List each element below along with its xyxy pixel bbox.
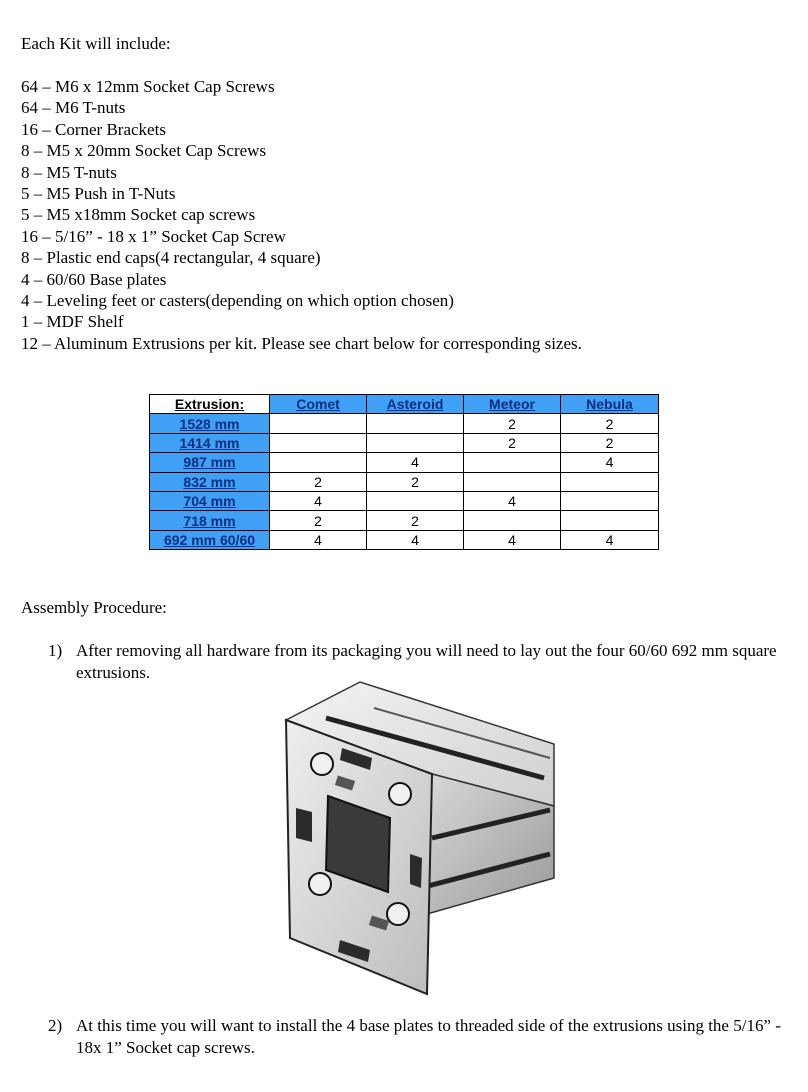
extrusion-size-table <box>149 394 659 550</box>
list-item: 4 – 60/60 Base plates <box>21 269 167 289</box>
cell-nebula: 4 <box>561 530 659 549</box>
cell-asteroid: 4 <box>367 530 464 549</box>
cell-asteroid <box>367 414 464 433</box>
cell-nebula <box>561 491 659 510</box>
assembly-procedure-heading: Assembly Procedure: <box>21 598 167 617</box>
cell-meteor <box>464 453 561 472</box>
header-asteroid[interactable]: Asteroid <box>367 395 464 414</box>
cell-asteroid: 4 <box>367 453 464 472</box>
table-row <box>150 511 659 530</box>
cell-meteor: 4 <box>464 491 561 510</box>
cell-meteor <box>464 511 561 530</box>
list-item: 4 – Leveling feet or casters(depending on which option chosen) <box>21 291 454 311</box>
list-item: 16 – 5/16” - 18 x 1” Socket Cap Screw <box>21 226 286 246</box>
list-item: 5 – M5 x18mm Socket cap screws <box>21 205 256 225</box>
list-item: 64 – M6 T-nuts <box>21 98 126 118</box>
step-number: 1) <box>48 641 63 660</box>
step-text: At this time you will want to install the 4 base plates to threaded side of the extrusions using the 5/16” - 18x 1” Socket cap screws. <box>76 1016 781 1057</box>
cell-asteroid <box>367 491 464 510</box>
header-comet[interactable]: Comet <box>270 395 367 414</box>
table-row <box>150 433 659 452</box>
list-item: 1 – MDF Shelf <box>21 312 124 332</box>
cell-meteor: 4 <box>464 530 561 549</box>
cell-comet: 4 <box>270 530 367 549</box>
list-item: 12 – Aluminum Extrusions per kit. Please see chart below for corresponding sizes. <box>21 333 582 353</box>
table-row <box>150 472 659 491</box>
list-item: 8 – M5 x 20mm Socket Cap Screws <box>21 141 267 161</box>
cell-meteor: 2 <box>464 433 561 452</box>
list-item: 8 – Plastic end caps(4 rectangular, 4 square) <box>21 248 321 268</box>
cell-asteroid: 2 <box>367 472 464 491</box>
cell-comet <box>270 414 367 433</box>
cell-comet: 2 <box>270 511 367 530</box>
cell-nebula: 2 <box>561 414 659 433</box>
list-item: 16 – Corner Brackets <box>21 119 166 139</box>
header-nebula[interactable]: Nebula <box>561 395 659 414</box>
header-extrusion: Extrusion: <box>150 395 270 414</box>
cell-nebula <box>561 472 659 491</box>
row-size[interactable]: 718 mm <box>150 511 270 530</box>
cell-asteroid <box>367 433 464 452</box>
row-size[interactable]: 692 mm 60/60 <box>150 530 270 549</box>
header-meteor[interactable]: Meteor <box>464 395 561 414</box>
kit-intro-text: Each Kit will include: <box>21 34 171 53</box>
row-size[interactable]: 1414 mm <box>150 433 270 452</box>
table-row <box>150 530 659 549</box>
step-number: 2) <box>48 1016 63 1035</box>
cell-comet: 4 <box>270 491 367 510</box>
cell-comet <box>270 433 367 452</box>
cell-nebula: 2 <box>561 433 659 452</box>
cell-nebula: 4 <box>561 453 659 472</box>
cell-comet <box>270 453 367 472</box>
table-row <box>150 453 659 472</box>
cell-nebula <box>561 511 659 530</box>
cell-meteor: 2 <box>464 414 561 433</box>
table-row <box>150 491 659 510</box>
table-row <box>150 414 659 433</box>
row-size[interactable]: 987 mm <box>150 453 270 472</box>
cell-asteroid: 2 <box>367 511 464 530</box>
table-header-row <box>150 395 659 414</box>
row-size[interactable]: 1528 mm <box>150 414 270 433</box>
extrusion-illustration-icon <box>282 678 558 996</box>
row-size[interactable]: 832 mm <box>150 472 270 491</box>
list-item: 64 – M6 x 12mm Socket Cap Screws <box>21 77 275 96</box>
cell-meteor <box>464 472 561 491</box>
kit-contents-list <box>21 76 582 354</box>
cell-comet: 2 <box>270 472 367 491</box>
list-item: 5 – M5 Push in T-Nuts <box>21 184 176 204</box>
row-size[interactable]: 704 mm <box>150 491 270 510</box>
step-text: After removing all hardware from its packaging you will need to lay out the four 60/60 692 mm square extrusions. <box>76 641 777 682</box>
list-item: 8 – M5 T-nuts <box>21 162 117 182</box>
